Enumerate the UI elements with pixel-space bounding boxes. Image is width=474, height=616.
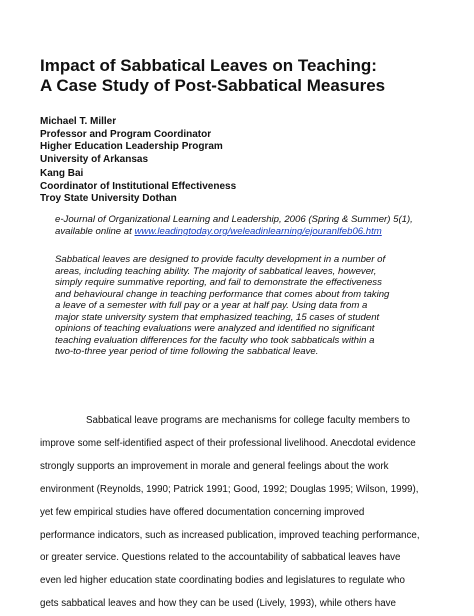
abstract-line: areas, including teaching ability. The majority of sabbatical leaves, however, <box>55 265 377 277</box>
author-name: Michael T. Miller <box>40 116 117 127</box>
abstract-line: and behavioural change in teaching performance that comes about from taking <box>55 288 390 300</box>
abstract-line: a leave of a semester with full pay or a year at half pay. Using data from a <box>55 300 368 311</box>
abstract <box>55 254 455 358</box>
citation-line: e-Journal of Organizational Learning and Leadership, 2006 (Spring & Summer) 5(1), <box>55 214 413 225</box>
body-line: or greater service. Questions related to the accountability of sabbatical leaves have <box>40 552 401 564</box>
abstract-line: major state university system that emphasized teaching, 15 cases of student <box>55 311 380 323</box>
author-block-1 <box>40 116 460 166</box>
author-block-2 <box>40 168 460 206</box>
author-role: Coordinator of Institutional Effectiveness <box>40 180 237 192</box>
body-line: performance indicators, such as increased publication, improved teaching performance, <box>40 529 420 541</box>
body-line: Sabbatical leave programs are mechanisms for college faculty members to <box>86 415 410 426</box>
citation-availability <box>55 226 455 238</box>
author-institution: Troy State University Dothan <box>40 193 177 204</box>
abstract-line: simply require summative reporting, and fail to demonstrate the effectiveness <box>55 277 382 288</box>
body-line: strongly supports an improvement in morale and general feelings about the work <box>40 460 389 472</box>
author-name: Kang Bai <box>40 168 84 179</box>
journal-citation <box>55 214 455 238</box>
title-line-1: Impact of Sabbatical Leaves on Teaching: <box>40 56 377 75</box>
body-line: even led higher education state coordinating bodies and legislatures to regulate who <box>40 575 405 587</box>
title-line-2: A Case Study of Post-Sabbatical Measures <box>40 76 386 95</box>
abstract-line: teaching evaluation differences for the faculty who took sabbaticals within a <box>55 334 375 346</box>
body-line: yet few empirical studies have offered documentation concerning improved <box>40 506 365 518</box>
abstract-line: Sabbatical leaves are designed to provide faculty development in a number of <box>55 254 386 265</box>
body-paragraph <box>40 410 460 616</box>
citation-prefix: available online at <box>55 226 135 237</box>
body-line: gets sabbatical leaves and how they can be used (Lively, 1993), while others have <box>40 598 396 610</box>
abstract-line: two-to-three year period of time following the sabbatical leave. <box>55 346 319 357</box>
citation-url-link[interactable]: www.leadingtoday.org/weleadinlearning/ejouranlfeb06.htm <box>134 226 382 237</box>
body-line: improve some self-identified aspect of their professional livelihood. Anecdotal evidence <box>40 437 416 449</box>
paper-title <box>40 56 460 96</box>
author-program: Higher Education Leadership Program <box>40 141 223 152</box>
body-line: environment (Reynolds, 1990; Patrick 1991; Good, 1992; Douglas 1995; Wilson, 1999), <box>40 483 419 495</box>
author-role: Professor and Program Coordinator <box>40 128 212 140</box>
author-institution: University of Arkansas <box>40 153 149 165</box>
abstract-line: opinions of teaching evaluations were analyzed and identified no significant <box>55 323 375 334</box>
